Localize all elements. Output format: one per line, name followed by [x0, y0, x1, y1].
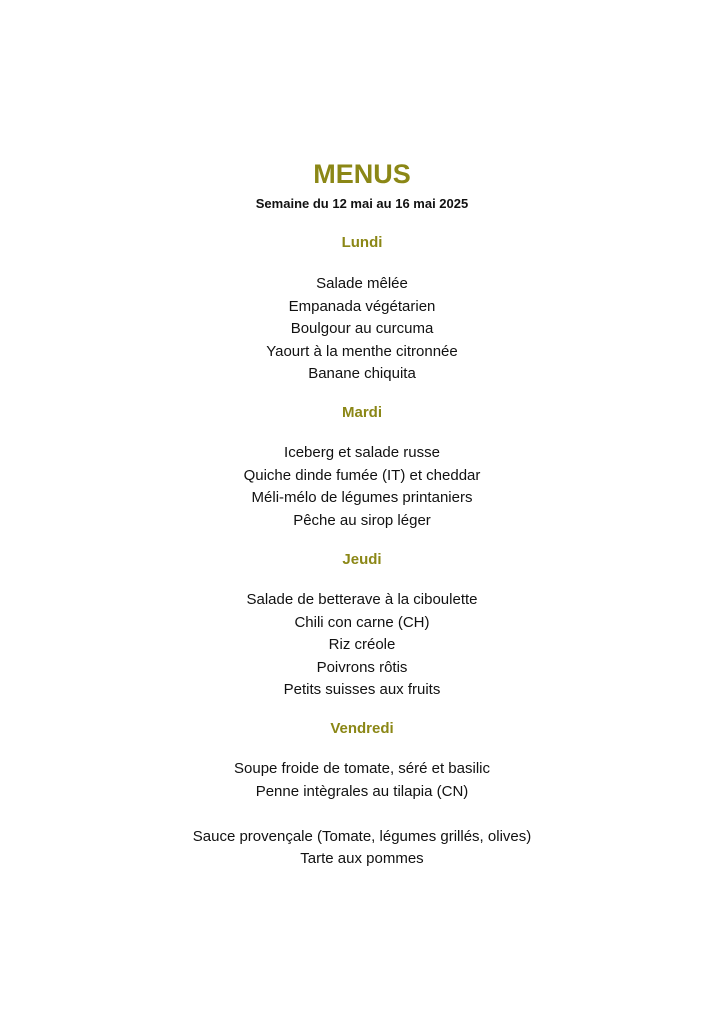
menu-item: Soupe froide de tomate, séré et basilic	[234, 760, 490, 777]
day-heading-mardi: Mardi	[341, 404, 382, 421]
menu-item: Iceberg et salade russe	[284, 444, 440, 461]
menu-item: Tarte aux pommes	[300, 850, 424, 867]
menu-item: Banane chiquita	[308, 365, 416, 382]
menu-item: Quiche dinde fumée (IT) et cheddar	[243, 466, 481, 484]
menu-item: Pêche au sirop léger	[293, 511, 431, 529]
menu-item: Méli-mélo de légumes printaniers	[251, 489, 473, 506]
menu-item-spacer	[0, 803, 724, 826]
menu-list-mardi	[0, 442, 724, 532]
menu-item: Penne intègrales au tilapia (CN)	[255, 782, 469, 800]
week-subtitle: Semaine du 12 mai au 16 mai 2025	[255, 196, 469, 211]
menu-item: Riz créole	[328, 636, 396, 653]
menu-item: Boulgour au curcuma	[290, 320, 434, 337]
menu-list-jeudi	[0, 589, 724, 702]
page-title: MENUS	[313, 159, 411, 189]
menu-item: Yaourt à la menthe citronnée	[266, 342, 458, 360]
menu-item: Chili con carne (CH)	[294, 613, 430, 631]
menu-item: Petits suisses aux fruits	[283, 681, 441, 698]
day-heading-lundi: Lundi	[341, 234, 383, 251]
menu-list-vendredi	[0, 758, 724, 871]
menu-list-lundi	[0, 273, 724, 386]
menu-item: Salade de betterave à la ciboulette	[246, 591, 478, 608]
day-heading-vendredi: Vendredi	[330, 720, 394, 737]
day-heading-jeudi: Jeudi	[342, 551, 382, 568]
menu-item: Sauce provençale (Tomate, légumes grillés, olives)	[192, 827, 532, 845]
menu-item: Empanada végétarien	[288, 297, 436, 315]
menu-item: Poivrons rôtis	[316, 658, 408, 676]
menu-item: Salade mêlée	[316, 275, 408, 292]
